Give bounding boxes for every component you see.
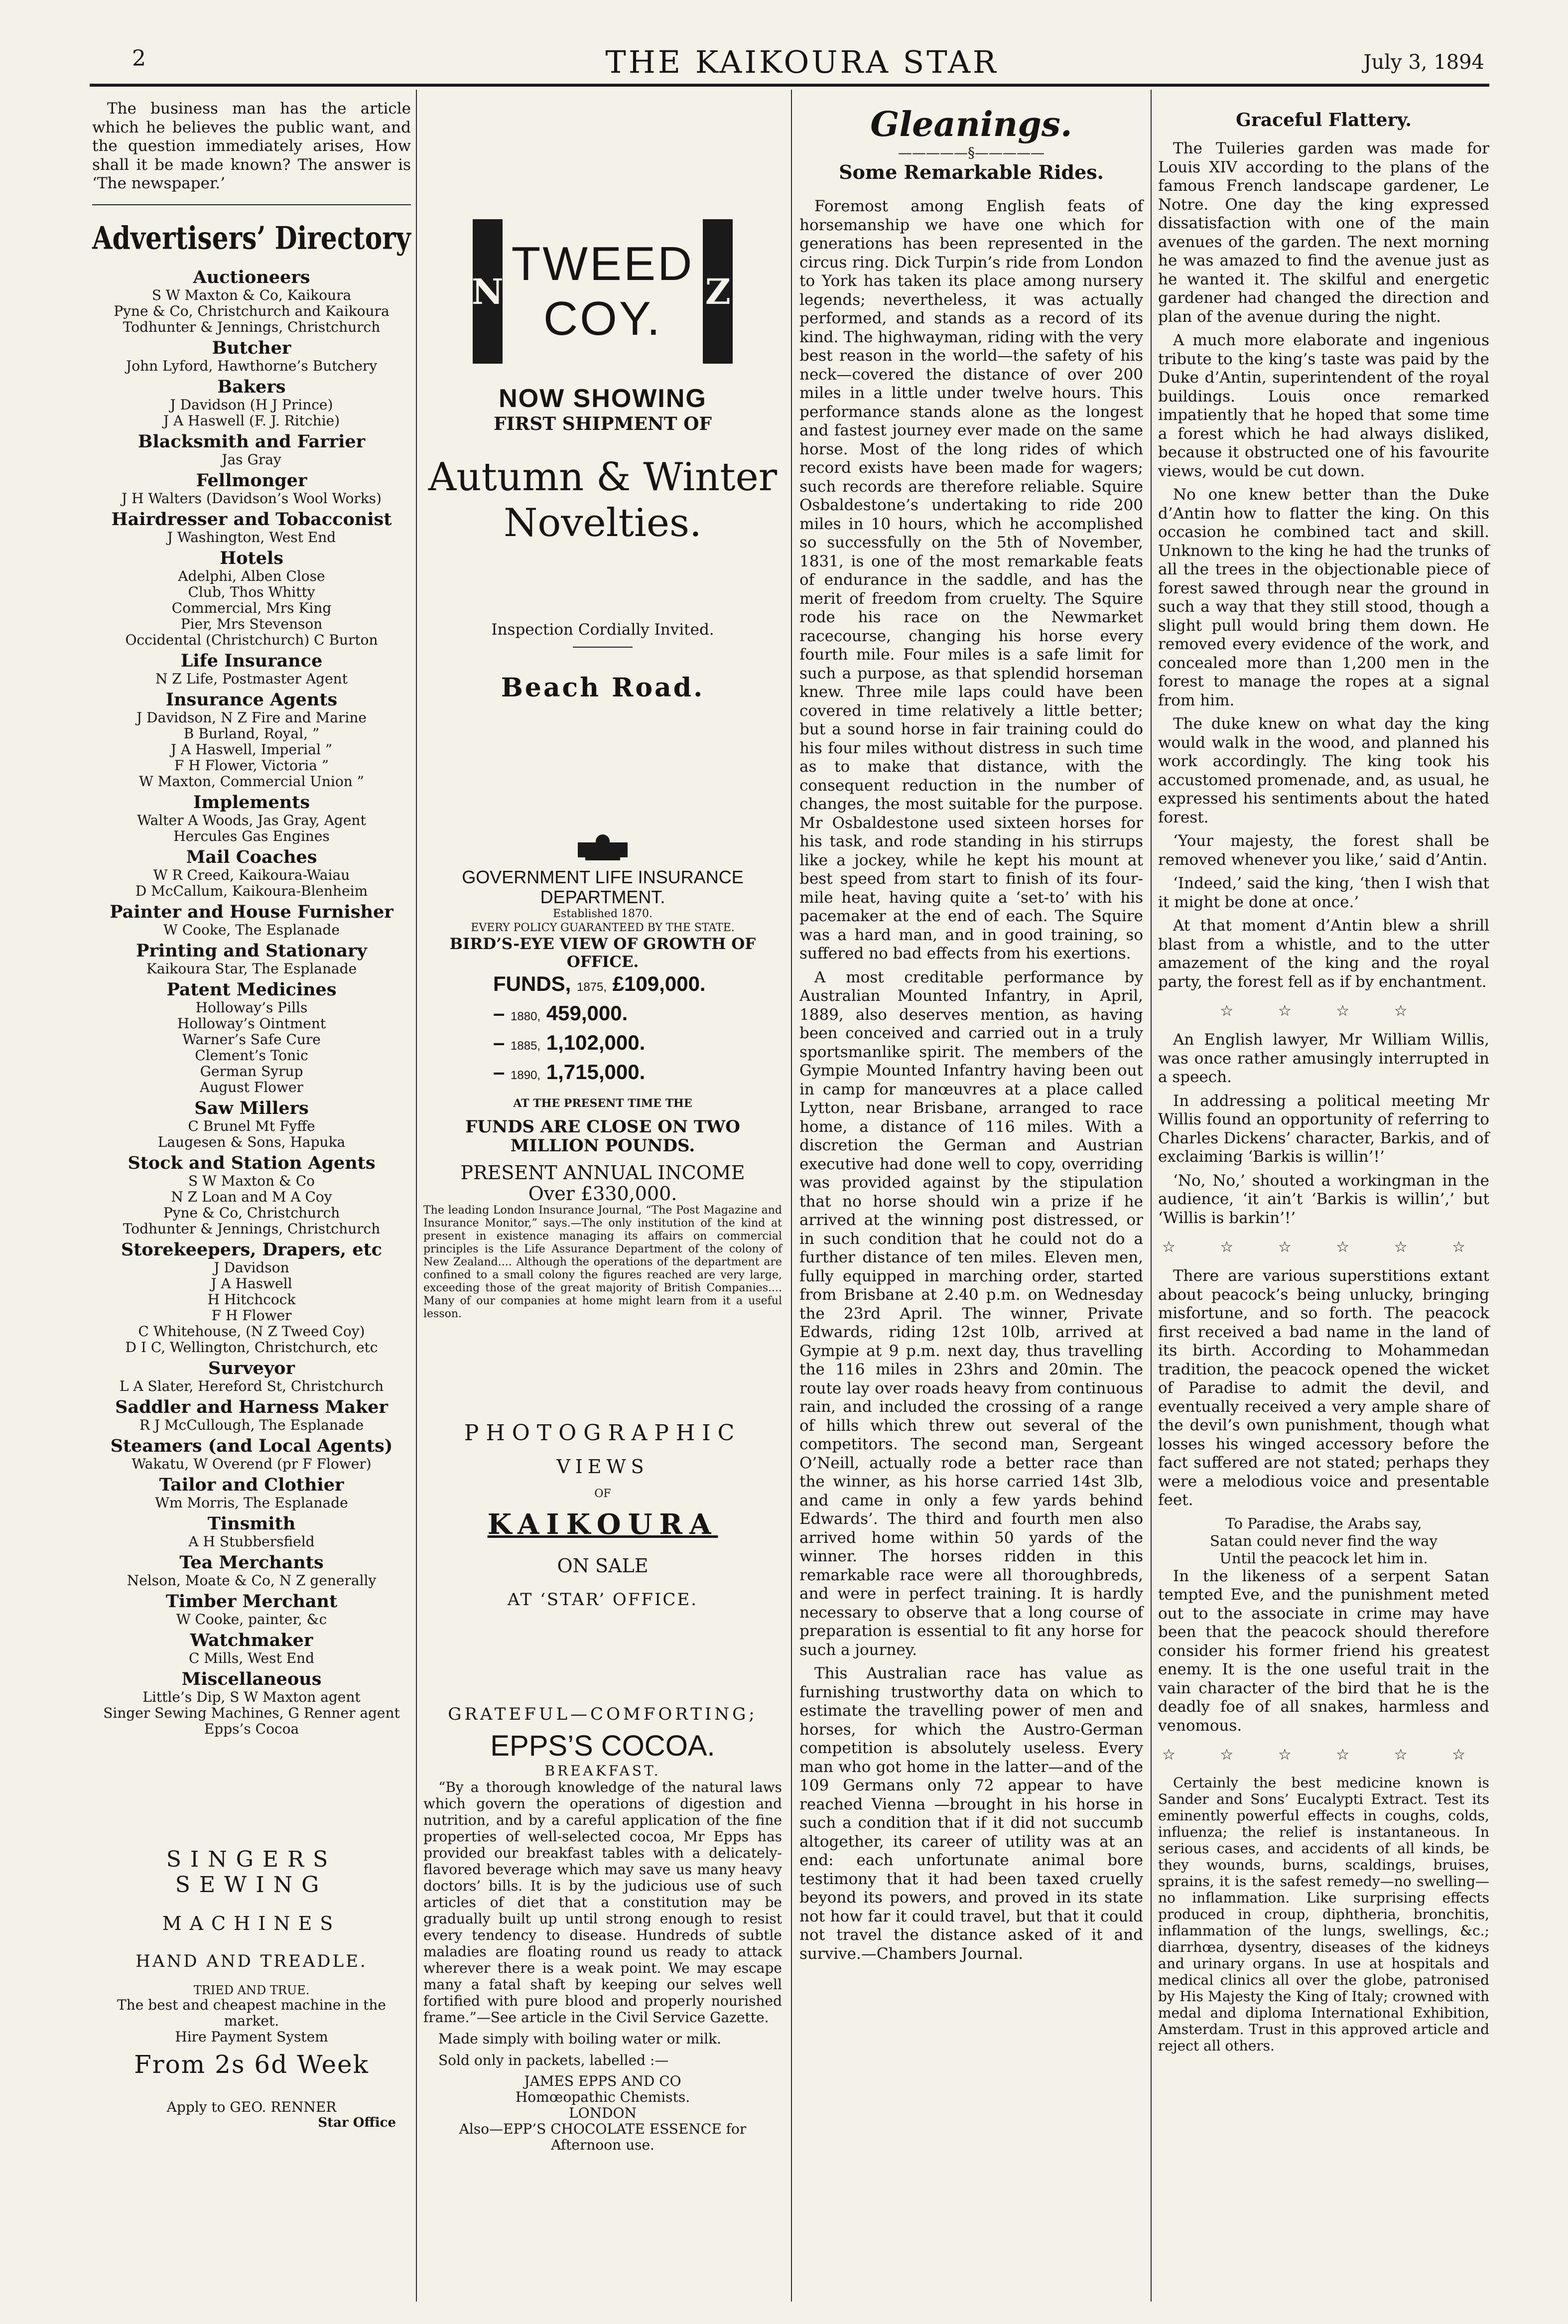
directory-entry: Nelson, Moate & Co, N Z generally (127, 1572, 377, 1589)
article-title: Some Remarkable Rides. (839, 161, 1104, 183)
government-insurance-advert (423, 832, 782, 1321)
directory-category: Hairdresser and Tobacconist (111, 509, 392, 530)
singer-machines: MACHINES (162, 1912, 341, 1934)
singer-price: From 2s 6d Week (134, 2050, 369, 2079)
gov-fine-print: The leading London Insurance Journal, “The Post Magazine and Insurance Monitor,” says.—The only institution of the kind at present in existence managing its affairs on commercial principles is the Life Assurance Department of the colony of New Zealand.... Although the operations of the department are confined to a small colony the figures reached are very large, exceeding those of the great majority of British Companies.... Many of our companies at home might learn from it a useful lesson. (423, 1204, 782, 1320)
sander-advert: Certainly the best medicine known is Sander and Sons’ Eucalypti Extract. Test its eminently powerful effects in coughs, colds, influenza; the relief is instantaneous. In serious cases, and accidents of all kinds, be they wounds, burns, scaldings, bruises, sprains, it is the safest remedy—no swelling—no inflammation. Like surprising effects produced in croup, diphtheria, bronchitis, inflammation of the lungs, swellings, &c.; diarrhœa, dysentry, diseases of the kidneys and urinary organs. In use at hospitals and medical clinics all over the globe, patronised by His Majesty the King of Italy; crowned with medal and diploma International Exhibition, Amsterdam. Trust in this approved article and reject all others. (1158, 1775, 1489, 2054)
directory-entry: Holloway’s Pills (195, 999, 308, 1016)
directory-entry: J Davidson (H J Prince) (170, 396, 333, 413)
directory-entry: Pyne & Co, Christchurch (163, 1204, 340, 1221)
directory-entry: J A Haswell (211, 1275, 292, 1292)
paragraph: The duke knew on what day the king would walk in the wood, and planned his work accordingly. The king took his accustomed promenade, and, as usual, he expressed his sentiments about the hated forest. (1158, 715, 1489, 826)
directory-entry: D I C, Wellington, Christchurch, etc (125, 1339, 378, 1356)
directory-entry: S W Maxton & Co, Kaikoura (151, 286, 352, 303)
fund-label: – (493, 1001, 505, 1025)
paragraph: There are various superstitions extant about peacock’s being unlucky, bringing misfortune, and so forth. The peacock first received a bad name in the land of its birth. According to Mohammedan tradition, the peacock opened the wicket of Paradise to admit the devil, and eventually received a very ample share of the devil’s own punishment, though what losses his winged accessory before the fact suffered are not stated; perhaps they were a melodious voice and presentable feet. (1158, 1267, 1489, 1509)
star-divider: ☆ ☆ ☆ ☆ ☆ ☆ (1162, 1238, 1486, 1256)
paragraph: ‘Indeed,’ said the king, ‘then I wish that it might be done at once.’ (1158, 874, 1489, 911)
directory-entry: D McCallum, Kaikoura-Blenheim (135, 882, 368, 899)
directory-entry: Kaikoura Star, The Esplanade (146, 960, 357, 977)
fund-year: 1875, (577, 980, 607, 994)
photo-views: VIEWS (556, 1456, 649, 1478)
tweed-name-line1: TWEED (511, 237, 694, 290)
column-2 (423, 100, 782, 2153)
fund-year: 1885, (511, 1039, 541, 1053)
directory-entry: Pyne & Co, Christchurch and Kaikoura (114, 302, 390, 319)
directory-entry: J Washington, West End (167, 529, 336, 546)
gov-guaranteed: EVERY POLICY GUARANTEED BY THE STATE. (471, 922, 735, 934)
directory-category: Stock and Station Agents (128, 1152, 376, 1173)
fund-row (423, 1059, 782, 1089)
verse (1158, 1515, 1489, 1567)
directory-category: Painter and House Furnisher (110, 901, 393, 922)
intro-paragraph: The business man has the article which he believes the public want, and the question immediately arises, How shall it be made known? The answer is ‘The newspaper.’ (92, 100, 411, 192)
tweed-name-line2: COY. (543, 292, 662, 345)
directory-entry: J A Haswell (F. J. Ritchie) (163, 412, 340, 429)
directory-entry: C Brunel Mt Fyffe (188, 1117, 315, 1134)
paragraph: A most creditable performance by Australian Mounted Infantry, in April, 1889, also deserves mention, as having been conceived and carried out in a truly sportsmanlike spirit. The members of the Gympie Mounted Infantry having been out in camp for manœuvres at a place called Lytton, near Brisbane, arranged to race home, a distance of 116 miles. With a discretion the German and Austrian executive had done well to copy, overriding was provided against by the stipulation that no horse should win a prize if he arrived at the winning post distressed, or in such condition that he could not do a further distance of ten miles. Eleven men, fully equipped in marching order, started from Brisbane at 2.40 p.m. on Wednesday the 23rd April. The winner, Private Edwards, riding 12st 10lb, arrived at Gympie at 9 p.m. next day, thus travelling the 116 miles in 23hrs and 20min. The route lay over roads heavy from continuous rain, and included the crossing of a range of hills which threw out several of the competitors. The second man, Sergeant O’Neill, actually rode a better race than the winner, as his horse carried 14st 3lb, and came in only a few yards behind Edwards’. The third and fourth men also arrived home within 50 yards of the winner. The horses ridden in this remarkable race were all thoroughbreds, and were in perfect training. It is hardly necessary to observe that a long course of preparation is essential to fit any horse for such a journey. (799, 968, 1143, 1659)
newspaper-title: THE KAIKOURA STAR (605, 44, 999, 80)
directory-entry: Warner’s Safe Cure (182, 1031, 321, 1048)
directory-entry: Occidental (Christchurch) C Burton (125, 631, 378, 648)
directory-entry: Commercial, Mrs King (171, 599, 332, 616)
fund-amount: £109,000. (612, 972, 706, 995)
directory-entry: R J McCullough, The Esplanade (139, 1416, 364, 1433)
peacock-body (1158, 1267, 1489, 1510)
singer-best: The best and cheapest machine in the market. (117, 1996, 386, 2029)
directory-category: Tea Merchants (179, 1552, 324, 1573)
directory-entry: L A Slater, Hereford St, Christchurch (119, 1377, 384, 1394)
directory-entry: J Davidson (214, 1259, 289, 1276)
column-divider (1151, 90, 1152, 2302)
directory-category: Surveyor (208, 1358, 295, 1378)
directory-entry: W Cooke, The Esplanade (163, 921, 340, 938)
directory-entry: W R Creed, Kaikoura-Waiau (153, 866, 350, 883)
verse-line: To Paradise, the Arabs say, (1225, 1514, 1422, 1532)
gleanings-title: Gleanings. (870, 105, 1072, 144)
directory-category: Blacksmith and Farrier (137, 431, 366, 452)
page-number: 2 (132, 46, 146, 71)
directory-entry: Jas Gray (222, 451, 281, 468)
now-showing: NOW SHOWING (499, 384, 707, 413)
fund-label: – (493, 1031, 505, 1054)
inspection-invited: Inspection Cordially Invited. (491, 621, 714, 639)
directory-entry: Holloway’s Ointment (177, 1015, 326, 1032)
directory-entry: J H Walters (Davidson’s Wool Works) (122, 490, 382, 507)
funds-table (423, 971, 782, 1089)
paragraph: This Australian race has value as furnishing trustworthy data on which to estimate the travelling power of men and horses, for which the Austro-German competition is absolutely useless. Every man who got home in the latter—and of the 109 Germans only 72 appear to have reached Vienna —brought in his horse in such a condition that if it did not succumb altogether, its career of utility was at an end: each unfortunate animal bore testimony that it had been taxed cruelly beyond its powers, and proved in its state not how far it could travel, but that it could not travel the distance asked of it and survive.—Chambers Journal. (799, 1664, 1143, 1963)
directory-category: Bakers (217, 376, 286, 397)
tweed-right-block: Z (703, 219, 733, 364)
photo-of: OF (594, 1488, 611, 1500)
directory-category: Storekeepers, Drapers, etc (121, 1239, 382, 1260)
graceful-title: Graceful Flattery. (1236, 110, 1412, 131)
graceful-body (1158, 139, 1489, 991)
directory-entry: Pier, Mrs Stevenson (180, 615, 323, 632)
directory-entry: N Z Loan and M A Coy (171, 1188, 332, 1205)
gov-over: Over £330,000. (528, 1183, 677, 1205)
epps-grateful: GRATEFUL—COMFORTING; (448, 1704, 758, 1724)
directory-entry: Singer Sewing Machines, G Renner agent (103, 1704, 400, 1721)
directory-entry: S W Maxton & Co (188, 1172, 315, 1189)
tweed-left-block: N (473, 219, 503, 364)
directory-category: Timber Merchant (165, 1591, 338, 1612)
singer-hire: Hire Payment System (175, 2028, 328, 2045)
photo-place: KAIKOURA (487, 1508, 718, 1541)
directory-category: Printing and Stationary (136, 940, 367, 961)
directory-category: Tailor and Clothier (159, 1474, 344, 1495)
column-1 (92, 100, 411, 2130)
directory-entry: John Lyford, Hawthorne’s Butchery (126, 357, 378, 374)
fund-amount: 459,000. (546, 1001, 628, 1025)
fund-label: FUNDS, (493, 972, 571, 995)
gov-department: DEPARTMENT. (540, 887, 665, 907)
directory-entry: J Davidson, N Z Fire and Marine (136, 709, 367, 726)
directory-category: Life Insurance (180, 650, 323, 671)
article-body (799, 197, 1143, 1963)
directory-entry: Walter A Woods, Jas Gray, Agent (137, 812, 366, 828)
gov-established: Established 1870. (553, 908, 653, 920)
singer-hand-treadle: HAND AND TREADLE. (135, 1951, 368, 1971)
epps-name: EPPS’S COCOA. (490, 1730, 715, 1762)
directory-category: Steamers (and Local Agents) (110, 1435, 393, 1456)
column-3 (799, 100, 1143, 1968)
directory-category: Saddler and Harness Maker (115, 1396, 388, 1417)
paragraph: At that moment d’Antin blew a shrill blast from a whistle, and to the utter amazement of the king and the royal party, the forest fell as if by enchantment. (1158, 917, 1489, 991)
epps-company: JAMES EPPS AND CO (524, 2073, 681, 2089)
divider (92, 204, 411, 205)
directory-category: Insurance Agents (165, 689, 338, 710)
directory-entry: Epps’s Cocoa (204, 1720, 299, 1737)
directory-category: Miscellaneous (181, 1668, 322, 1689)
directory-category: Hotels (220, 547, 283, 568)
epps-made: Made simply with boiling water or milk. (438, 2031, 722, 2047)
directory-entry: Little’s Dip, S W Maxton agent (142, 1688, 361, 1705)
gov-at-present: AT THE PRESENT TIME THE (513, 1097, 692, 1110)
directory-entry: Wm Morris, The Esplanade (155, 1494, 348, 1511)
paragraph: The Tuileries garden was made for Louis XIV according to the plans of the famous French landscape gardener, Le Notre. One day the king expressed dissatisfaction with one of the main avenues of the garden. The next morning he was amazed to find the avenue just as he wanted it. The skilful and energetic gardener had changed the direction and plan of the avenue during the night. (1158, 139, 1489, 326)
directory-title: Advertisers’ Directory (92, 220, 411, 257)
column-4 (1158, 100, 1489, 2059)
fund-row (423, 1000, 782, 1030)
directory-category: Watchmaker (190, 1630, 313, 1650)
directory-category: Implements (193, 792, 310, 813)
directory-entry: W Maxton, Commercial Union ” (139, 773, 364, 790)
directory-category: Mail Coaches (186, 846, 317, 867)
gov-present-income: PRESENT ANNUAL INCOME (460, 1162, 745, 1184)
gov-funds-close: FUNDS ARE CLOSE ON TWO MILLION POUNDS. (465, 1117, 740, 1156)
star-divider: ☆ ☆ ☆ ☆ ☆ ☆ (1162, 1746, 1486, 1764)
issue-date: July 3, 1894 (1363, 51, 1484, 74)
singer-title: SINGERS SEWING (166, 1846, 337, 1898)
fund-amount: 1,715,000. (546, 1060, 646, 1084)
verse-line: Satan could never find the way (1210, 1532, 1437, 1549)
gov-title: GOVERNMENT LIFE INSURANCE (462, 867, 744, 887)
photographic-advert (423, 1420, 782, 1610)
directory-entry: Laugesen & Sons, Hapuka (157, 1133, 346, 1150)
novelties: Novelties. (504, 501, 702, 546)
singer-advert (92, 1847, 411, 2130)
directory-entry: F H Flower (211, 1307, 292, 1324)
epps-breakfast: BREAKFAST. (544, 1763, 661, 1779)
epps-chemists: Homœopathic Chemists. (515, 2089, 690, 2105)
directory-category: Tinsmith (207, 1513, 296, 1534)
directory-category: Fellmonger (196, 470, 307, 491)
willis-body (1158, 1031, 1489, 1228)
directory-entry: Todhunter & Jennings, Christchurch (123, 318, 381, 335)
directory-category: Saw Millers (194, 1097, 309, 1118)
directory-entry: Club, Thos Whitty (188, 583, 315, 600)
verse-line: Until the peacock let him in. (1219, 1549, 1428, 1567)
singer-apply: Apply to GEO. RENNER (166, 2098, 337, 2115)
directory-entry: H Hitchcock (207, 1291, 296, 1308)
directory-entry: C Mills, West End (188, 1649, 314, 1666)
directory-entry: Hercules Gas Engines (173, 827, 330, 844)
directory-entry: C Whitehouse, (N Z Tweed Coy) (138, 1323, 365, 1340)
fund-year: 1880, (511, 1010, 541, 1023)
fund-year: 1890, (511, 1069, 541, 1082)
fund-row (423, 1030, 782, 1059)
masthead (90, 15, 1514, 85)
column-divider (791, 90, 792, 2302)
tweed-advert (423, 219, 782, 703)
epps-also: Also—EPP’S CHOCOLATE ESSENCE for Afternoon use. (459, 2121, 747, 2153)
singer-tried: TRIED AND TRUE. (193, 1983, 310, 1997)
epps-body: “By a thorough knowledge of the natural laws which govern the operations of digestion and nutrition, and by a careful application of the fine properties of well-selected cocoa, Mr Epps has provided our breakfast tables with a delicately-flavored beverage which may save us many heavy doctors’ bills. It is by the judicious use of such articles of diet that a constitution may be gradually built up until strong enough to resist every tendency to disease. Hundreds of subtle maladies are floating round us ready to attack wherever there is a weak point. We may escape many a fatal shaft by keeping our selves well fortified with pure blood and properly nourished frame.”—See article in the Civil Service Gazette. (423, 1779, 782, 2026)
photo-on-sale: ON SALE (557, 1555, 649, 1577)
directory-category: Auctioneers (193, 267, 310, 287)
divider (573, 647, 633, 648)
beach-road: Beach Road. (501, 673, 705, 703)
directory-entry: W Cooke, painter, &c (176, 1611, 327, 1628)
advertisers-directory (92, 268, 411, 1737)
directory-entry: F H Flower, Victoria ” (174, 757, 329, 774)
epps-london: LONDON (569, 2105, 637, 2121)
photo-at-star: AT ‘STAR’ OFFICE. (507, 1590, 698, 1610)
paragraph: A much more elaborate and ingenious tribute to the king’s taste was paid by the Duke d’Antin, superintendent of the royal buildings. Louis once remarked impatiently that he hoped that some time a forest which he had always disliked, because it obstructed one of his favourite views, would be cut down. (1158, 331, 1489, 480)
paragraph: An English lawyer, Mr William Willis, was once rather amusingly interrupted in a speech. (1158, 1031, 1489, 1086)
fund-row (423, 971, 782, 1000)
fund-amount: 1,102,000. (546, 1031, 646, 1054)
paragraph: Foremost among English feats of horsemanship we have one which for generations has been represented in the circus ring. Dick Turpin’s ride from London to York has taken its place among nursery legends; nevertheless, it was actually performed, and stands as a record of its kind. The highwayman, riding with the very best reason in the world—the safety of his neck—covered the distance of over 200 miles in a little under twelve hours. This performance stands alone as the longest and fastest journey ever made on the same horse. Most of the long rides of which record exists have been made for wagers; such records are therefore reliable. Squire Osbaldestone’s undertaking to ride 200 miles in 10 hours, which he accomplished so successfully on the 5th of November, 1831, is one of the most remarkable feats of endurance in the saddle, and has the merit of freedom from cruelty. The Squire rode his race on the Newmarket racecourse, changing his horse every fourth mile. Four miles is a safe limit for such a purpose, as that splendid horseman knew. Three mile laps could have been covered in time relatively a little better; but a sound horse in fair training could do his four miles without distress in such time as to make that distance, with the consequent reduction in the number of changes, the most suitable for the purpose. Mr Osbaldestone used sixteen horses for his task, and rode standing in his stirrups like a jockey, while he kept his mount at best speed from start to finish of its four-mile heat, having quite a ‘set-to’ with his pacemaker at the end of each. The Squire was a hard man, and in good training, so suffered no bad effects from his exertions. (799, 197, 1143, 962)
paragraph: In addressing a political meeting Mr Willis found an opportunity of referring to Charles Dickens’ character, Barkis, and of exclaiming ‘Barkis is willin’!’ (1158, 1092, 1489, 1166)
section-mark: —————§————— (898, 144, 1045, 161)
directory-entry: Clement’s Tonic (195, 1047, 308, 1064)
directory-entry: N Z Life, Postmaster Agent (155, 670, 348, 687)
directory-entry: Adelphi, Alben Close (178, 567, 325, 584)
paragraph: ‘No, No,’ shouted a workingman in the audience, ‘it ain’t ‘Barkis is willin’,’ but ‘Willis is barkin’!’ (1158, 1171, 1489, 1227)
epps-cocoa-advert (423, 1704, 782, 2153)
directory-entry: A H Stubbersfield (188, 1533, 315, 1550)
star-divider: ☆ ☆ ☆ ☆ (1220, 1002, 1428, 1020)
epps-sold: Sold only in packets, labelled :— (438, 2052, 669, 2068)
masthead-rule (90, 84, 1489, 87)
crest-icon (575, 832, 630, 862)
directory-entry: August Flower (200, 1079, 303, 1095)
paragraph: No one knew better than the Duke d’Antin how to flatter the king. On this occasion he combined tact and skill. Unknown to the king he had the trunks of all the trees in the objectionable piece of forest sawed through near the ground in such a way that they still stood, though a slight pull would bring them down. He removed every evidence of the work, and concealed more than 1,200 men in the forest to manage the ropes at a signal from him. (1158, 486, 1489, 709)
autumn-winter: Autumn & Winter (428, 455, 778, 500)
directory-entry: B Burland, Royal, ” (183, 725, 320, 742)
photo-title: PHOTOGRAPHIC (464, 1420, 742, 1446)
paragraph: ‘Your majesty, the forest shall be removed whenever you like,’ said d’Antin. (1158, 832, 1489, 869)
directory-entry: Wakatu, W Overend (pr F Flower) (131, 1455, 372, 1472)
fund-label: – (493, 1060, 505, 1084)
first-shipment: FIRST SHIPMENT OF (494, 413, 712, 434)
directory-entry: German Syrup (200, 1063, 303, 1080)
directory-category: Butcher (212, 337, 291, 358)
directory-entry: Todhunter & Jennings, Christchurch (123, 1220, 381, 1237)
paragraph: In the likeness of a serpent Satan tempted Eve, and the punishment meted out to the associate in crime may have been that the peacock should therefore consider his former friend his greatest enemy. It is the one useful trait in the vain character of the bird that he is the deadly foe of all snakes, harmless and venomous. (1158, 1567, 1489, 1735)
directory-category: Patent Medicines (166, 979, 337, 1000)
column-divider (416, 90, 417, 2302)
directory-entry: J A Haswell, Imperial ” (170, 741, 333, 758)
singer-office: Star Office (318, 2115, 396, 2130)
peacock-body-2 (1158, 1567, 1489, 1736)
gov-birdseye: BIRD’S-EYE VIEW OF GROWTH OF OFFICE. (449, 935, 756, 971)
